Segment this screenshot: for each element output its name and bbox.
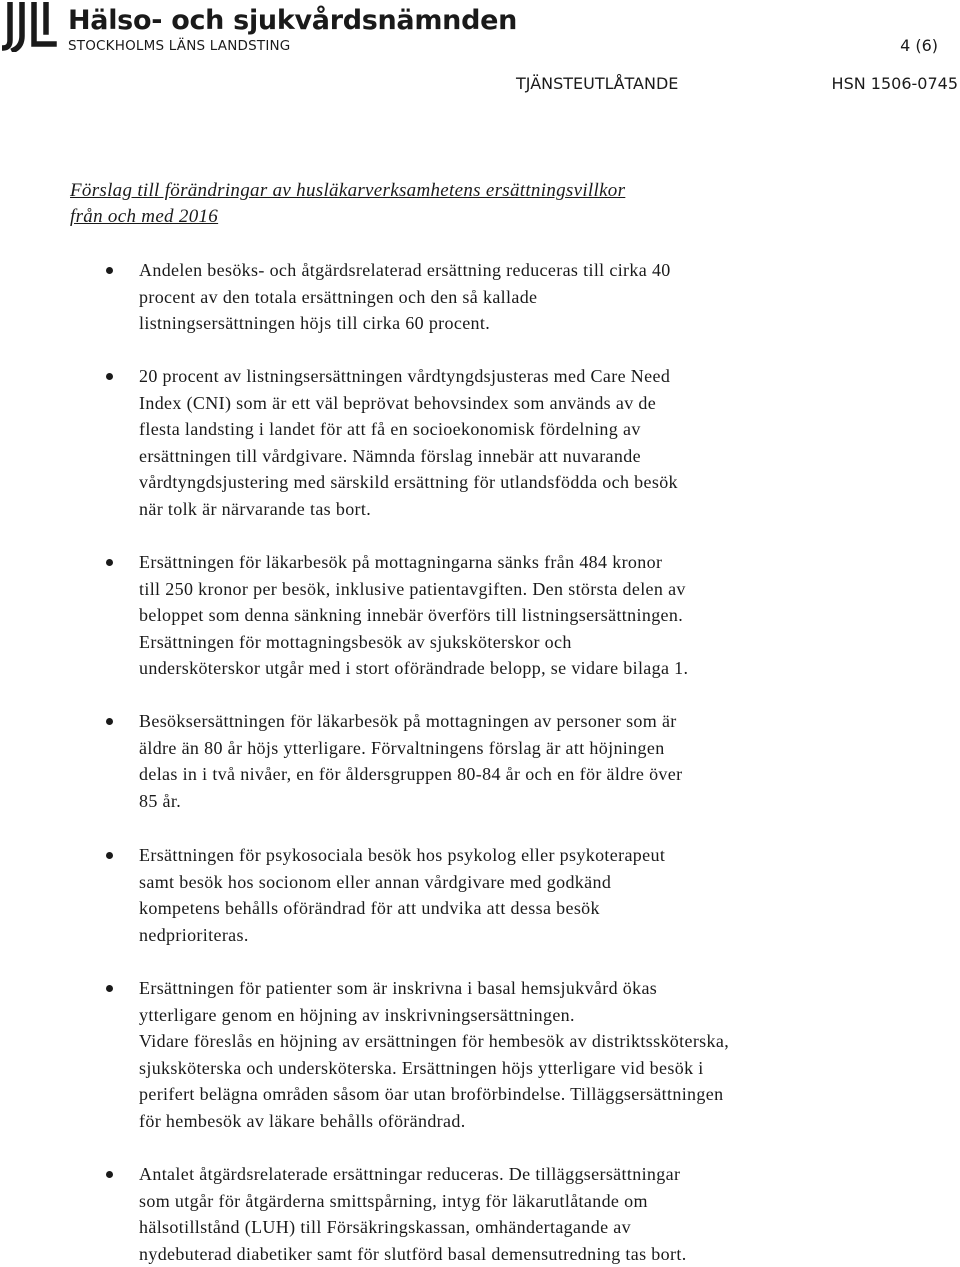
list-item-line: när tolk är närvarande tas bort.	[139, 498, 372, 519]
list-item-line: för hembesök av läkare behålls oförändrad.	[139, 1110, 466, 1131]
list-item-line: Ersättningen för mottagningsbesök av sjuksköterskor och	[139, 631, 572, 652]
list-item	[139, 363, 879, 522]
list-item	[139, 257, 879, 337]
organization-subtitle: STOCKHOLMS LÄNS LANDSTING	[68, 38, 291, 54]
list-item-line: Ersättningen för patienter som är inskrivna i basal hemsjukvård ökas	[139, 978, 658, 998]
list-item-line: Ersättningen för psykosociala besök hos psykolog eller psykoterapeut	[139, 845, 666, 865]
list-item-line: vårdtyngdsjustering med särskild ersättning för utlandsfödda och besök	[139, 472, 678, 492]
list-item-line: sjuksköterska och undersköterska. Ersättningen höjs ytterligare vid besök i	[139, 1057, 704, 1078]
list-item-line: ersättningen till vårdgivare. Nämnda förslag innebär att nuvarande	[139, 445, 641, 466]
section-title-line-1: Förslag till förändringar av husläkarverksamhetens ersättningsvillkor	[70, 180, 626, 201]
section-title-line-2: från och med 2016	[70, 206, 219, 227]
document-type: TJÄNSTEUTLÅTANDE	[516, 74, 679, 93]
list-item-line: procent av den totala ersättningen och den så kallade	[139, 286, 538, 307]
list-item-line: till 250 kronor per besök, inklusive patientavgiften. Den största delen av	[139, 578, 686, 599]
list-item-line: Index (CNI) som är ett väl beprövat behovsindex som används av de	[139, 392, 657, 413]
list-item-line: Antalet åtgärdsrelaterade ersättningar reduceras. De tilläggsersättningar	[139, 1164, 681, 1184]
list-item-line: Andelen besöks- och åtgärdsrelaterad ersättning reduceras till cirka 40	[139, 260, 671, 280]
list-item-line: äldre än 80 år höjs ytterligare. Förvaltningens förslag är att höjningen	[139, 737, 665, 758]
list-item-line: nydebuterad diabetiker samt för slutförd basal demensutredning tas bort.	[139, 1243, 687, 1264]
list-item-line: listningsersättningen höjs till cirka 60 procent.	[139, 313, 491, 333]
list-item-line: nedprioriteras.	[139, 924, 249, 945]
page-number: 4 (6)	[900, 36, 938, 55]
list-item-line: Vidare föreslås en höjning av ersättningen för hembesök av distriktssköterska,	[139, 1031, 730, 1051]
list-item-line: Besöksersättningen för läkarbesök på mottagningen av personer som är	[139, 711, 677, 731]
list-item-line: hälsotillstånd (LUH) till Försäkringskassan, omhändertagande av	[139, 1217, 631, 1237]
list-item-line: flesta landsting i landet för att få en socioekonomisk fördelning av	[139, 419, 641, 439]
list-item	[139, 842, 879, 948]
list-item	[139, 549, 879, 682]
list-item-line: 20 procent av listningsersättningen vårdtyngdsjusteras med Care Need	[139, 366, 671, 386]
list-item-line: Ersättningen för läkarbesök på mottagningarna sänks från 484 kronor	[139, 552, 663, 572]
list-item-line: perifert belägna områden såsom öar utan broförbindelse. Tilläggsersättningen	[139, 1084, 724, 1104]
organization-name: Hälso- och sjukvårdsnämnden	[68, 5, 518, 36]
list-item-line: ytterligare genom en höjning av inskrivningsersättningen.	[139, 1004, 575, 1025]
list-item-line: som utgår för åtgärderna smittspårning, intyg för läkarutlåtande om	[139, 1190, 648, 1211]
list-item	[139, 1161, 879, 1267]
list-item-line: delas in i två nivåer, en för åldersgruppen 80-84 år och en för äldre över	[139, 764, 683, 784]
list-item	[139, 708, 879, 814]
document-reference: HSN 1506-0745	[831, 74, 958, 93]
list-item-line: undersköterskor utgår med i stort oförändrade belopp, se vidare bilaga 1.	[139, 658, 689, 678]
list-item-line: samt besök hos socionom eller annan vårdgivare med godkänd	[139, 871, 612, 892]
list-item	[139, 975, 879, 1134]
list-item-line: kompetens behålls oförändrad för att undvika att dessa besök	[139, 898, 600, 918]
list-item-line: beloppet som denna sänkning innebär överförs till listningsersättningen.	[139, 605, 684, 625]
list-item-line: 85 år.	[139, 790, 182, 811]
